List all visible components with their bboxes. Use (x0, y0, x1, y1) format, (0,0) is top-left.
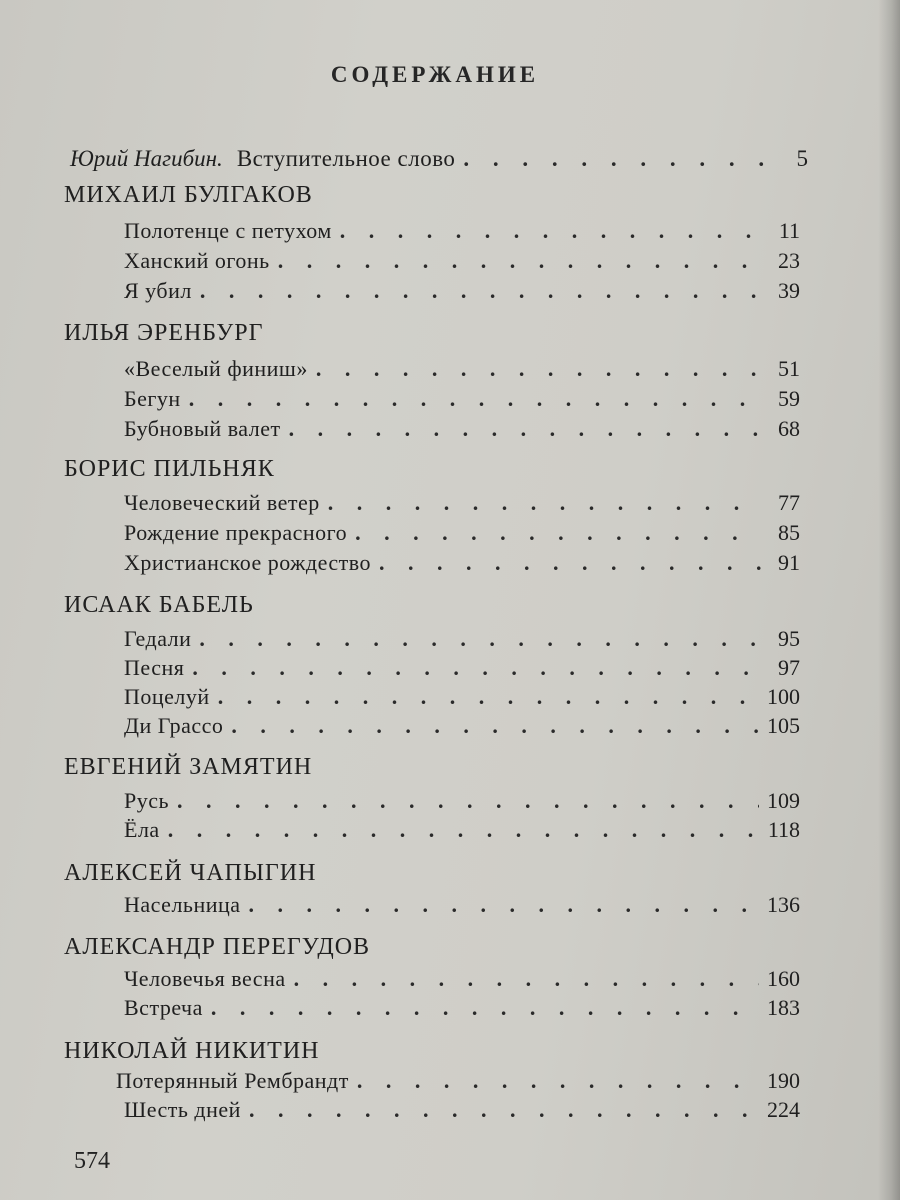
toc-entry (124, 713, 800, 745)
toc-entry (124, 218, 800, 250)
entry-title: Бубновый валет (124, 416, 281, 441)
page-number: 190 (767, 1068, 800, 1093)
entry-title: Бегун (124, 386, 181, 411)
leader-dots (328, 490, 762, 516)
leader-dots (379, 550, 762, 576)
entry-title: Ханский огонь (124, 248, 270, 273)
page-number: 51 (778, 356, 800, 381)
intro-author: Юрий Нагибин. (70, 146, 223, 171)
page-number: 224 (767, 1097, 800, 1122)
leader-dots (355, 520, 762, 546)
toc-entry (124, 684, 800, 716)
page-number: 5 (796, 146, 808, 171)
toc-entry (124, 892, 800, 924)
toc-entry (124, 626, 800, 658)
page-number: 118 (767, 817, 800, 842)
leader-dots (340, 218, 762, 244)
entry-title: Русь (124, 788, 170, 813)
author-heading: НИКОЛАЙ НИКИТИН (64, 1038, 320, 1064)
toc-entry (124, 550, 800, 582)
entry-title: Рождение прекрасного (124, 520, 348, 545)
toc-entry (124, 1097, 800, 1129)
entry-title: Ёла (124, 817, 160, 842)
entry-title: «Веселый финиш» (124, 356, 308, 381)
page-number: 105 (767, 713, 800, 738)
toc-entry (124, 966, 800, 998)
page-number: 23 (778, 248, 800, 273)
author-heading: ИЛЬЯ ЭРЕНБУРГ (64, 320, 264, 346)
page-number: 68 (778, 416, 800, 441)
toc-entry (124, 788, 800, 820)
page-number: 95 (778, 626, 800, 651)
author-heading: ИСААК БАБЕЛЬ (64, 592, 254, 618)
intro-title: Вступительное слово (236, 146, 456, 171)
entry-title: Ди Грассо (124, 713, 224, 738)
page-number: 85 (778, 520, 800, 545)
leader-dots (249, 1097, 759, 1123)
toc-entry (124, 817, 800, 849)
entry-title: Поцелуй (124, 684, 210, 709)
leader-dots (189, 386, 762, 412)
entry-title: Песня (124, 655, 185, 680)
page-number: 136 (767, 892, 800, 917)
page-number: 97 (778, 655, 800, 680)
author-heading: АЛЕКСАНДР ПЕРЕГУДОВ (64, 934, 371, 960)
leader-dots (218, 684, 759, 710)
leader-dots (278, 248, 762, 274)
entry-title: Человечья весна (124, 966, 286, 991)
page-number: 59 (778, 386, 800, 411)
entry-title: Потерянный Рембрандт (116, 1068, 349, 1093)
toc-entry (124, 995, 800, 1027)
page-number: 77 (778, 490, 800, 515)
leader-dots (289, 416, 762, 442)
page-number: 11 (778, 218, 800, 243)
entry-title: Встреча (124, 995, 203, 1020)
toc-entry (124, 356, 800, 388)
page-edge-shadow (878, 0, 900, 1200)
leader-dots (192, 655, 762, 681)
page-number: 183 (767, 995, 800, 1020)
page-number: 160 (767, 966, 800, 991)
leader-dots (177, 788, 759, 814)
page-number: 109 (767, 788, 800, 813)
leader-dots (231, 713, 759, 739)
leader-dots (200, 278, 762, 304)
page-number: 39 (778, 278, 800, 303)
page-number: 100 (767, 684, 800, 709)
toc-entry (124, 416, 800, 448)
entry-title: Я убил (124, 278, 192, 303)
entry-title: Человеческий ветер (124, 490, 320, 515)
toc-entry (116, 1068, 800, 1100)
leader-dots (463, 146, 770, 172)
toc-entry (124, 386, 800, 418)
leader-dots (316, 356, 762, 382)
leader-dots (168, 817, 760, 843)
page-number: 91 (778, 550, 800, 575)
author-heading: БОРИС ПИЛЬНЯК (64, 456, 275, 482)
leader-dots (211, 995, 759, 1021)
entry-title: Насельница (124, 892, 241, 917)
toc-entry (124, 248, 800, 280)
entry-title: Шесть дней (124, 1097, 241, 1122)
leader-dots (357, 1068, 759, 1094)
author-heading: МИХАИЛ БУЛГАКОВ (64, 182, 313, 208)
page-title: СОДЕРЖАНИЕ (330, 62, 540, 87)
toc-entry (124, 278, 800, 310)
author-heading: АЛЕКСЕЙ ЧАПЫГИН (64, 860, 317, 886)
author-heading: ЕВГЕНИЙ ЗАМЯТИН (64, 754, 313, 780)
toc-entry (124, 655, 800, 687)
toc-entry (124, 520, 800, 552)
entry-title: Полотенце с петухом (124, 218, 332, 243)
leader-dots (294, 966, 759, 992)
entry-title: Гедали (124, 626, 192, 651)
leader-dots (249, 892, 759, 918)
toc-entry (124, 490, 800, 522)
folio-page-number: 574 (74, 1148, 110, 1174)
entry-title: Христианское рождество (124, 550, 371, 575)
leader-dots (199, 626, 762, 652)
intro-entry (70, 146, 808, 178)
